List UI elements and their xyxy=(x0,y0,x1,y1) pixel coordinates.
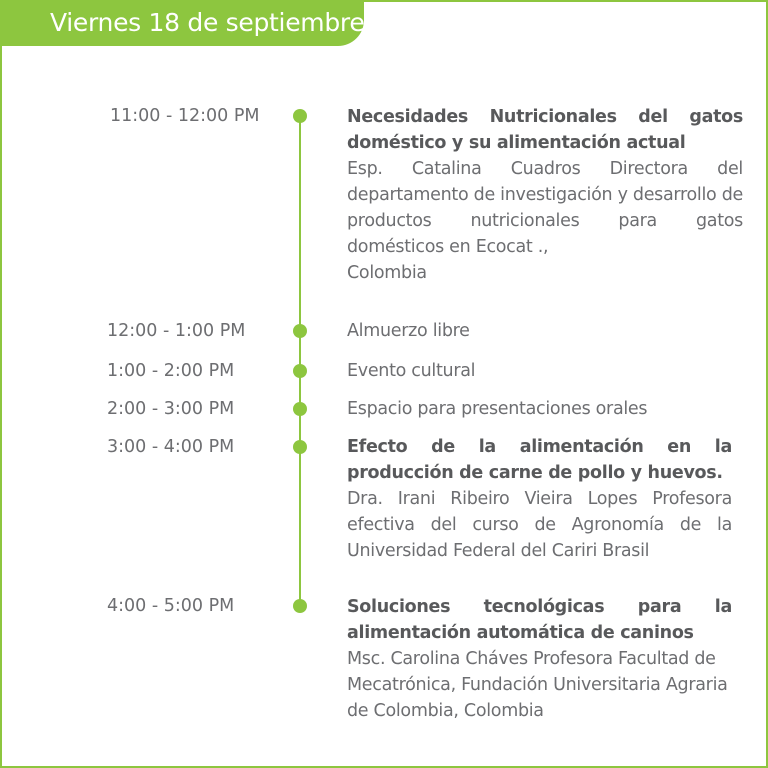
session-time: 4:00 - 5:00 PM xyxy=(107,596,235,616)
session-block xyxy=(347,396,743,422)
session-time: 11:00 - 12:00 PM xyxy=(110,106,260,126)
session-text: Evento cultural xyxy=(347,361,476,381)
session-title: Soluciones tecnológicas para la alimentación automática de caninos xyxy=(347,597,732,643)
session-time: 1:00 - 2:00 PM xyxy=(107,361,235,381)
session-speaker: Esp. Catalina Cuadros Directora del departamento de investigación y desarrollo de productos nutricionales para gatos domésticos en Ecocat ., xyxy=(347,159,743,257)
session-speaker: Msc. Carolina Cháves Profesora Facultad de Mecatrónica, Fundación Universitaria Agraria de Colombia, Colombia xyxy=(347,649,728,721)
session-speaker: Dra. Irani Ribeiro Vieira Lopes Profesora efectiva del curso de Agronomía de la Universidad Federal del Cariri Brasil xyxy=(347,489,732,561)
session-time: 3:00 - 4:00 PM xyxy=(107,437,235,457)
session-block xyxy=(347,318,743,344)
day-title: Viernes 18 de septiembre xyxy=(50,8,365,37)
session-time: 2:00 - 3:00 PM xyxy=(107,399,235,419)
session-block xyxy=(347,358,743,384)
session-title: Necesidades Nutricionales del gatos doméstico y su alimentación actual xyxy=(347,107,743,153)
session-text: Almuerzo libre xyxy=(347,321,470,341)
session-title: Efecto de la alimentación en la producción de carne de pollo y huevos. xyxy=(347,437,732,483)
session-block xyxy=(347,434,732,564)
day-header-tab xyxy=(0,0,364,46)
session-time: 12:00 - 1:00 PM xyxy=(107,321,246,341)
session-text: Espacio para presentaciones orales xyxy=(347,399,648,419)
session-block xyxy=(347,594,732,724)
session-location: Colombia xyxy=(347,263,427,283)
session-block xyxy=(347,104,743,286)
